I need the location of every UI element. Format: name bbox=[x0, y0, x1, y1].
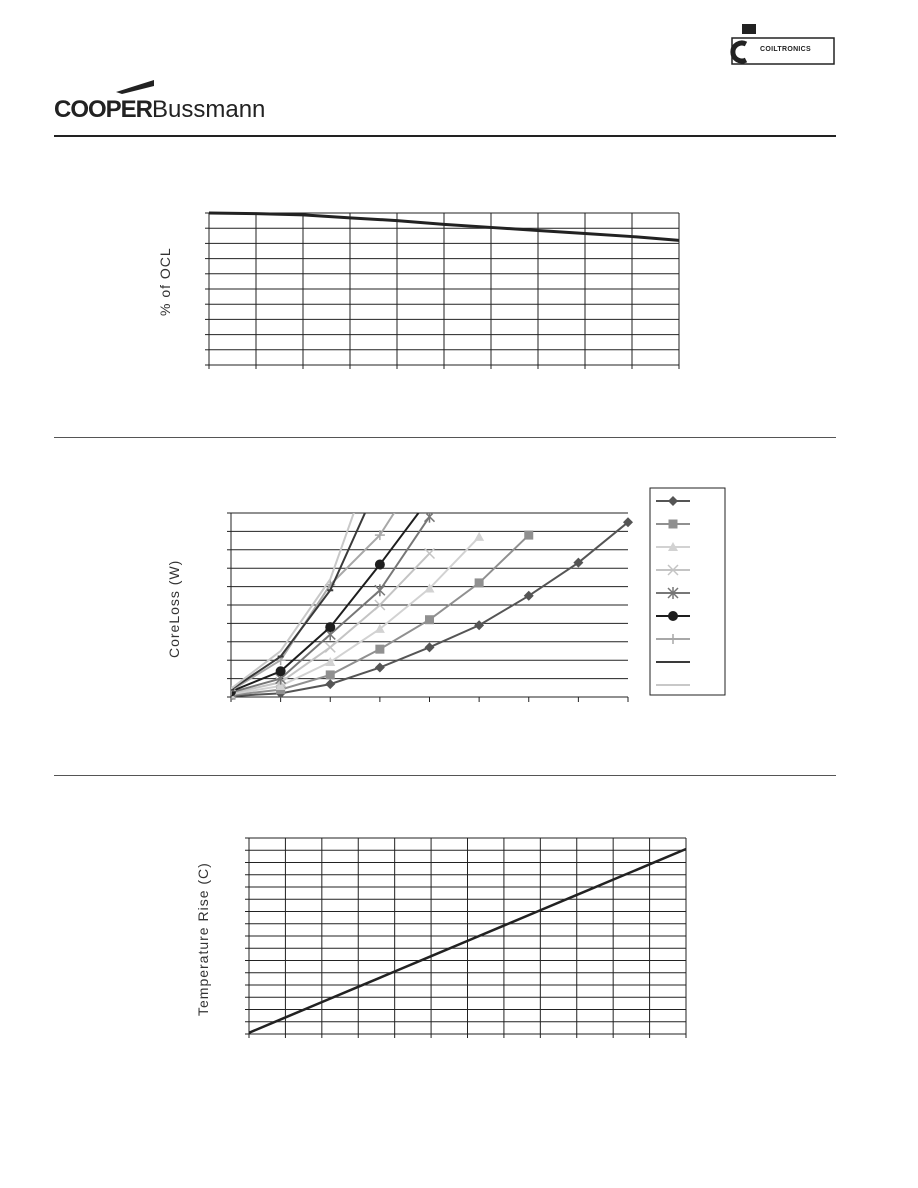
chart3-plot-area bbox=[245, 838, 686, 1038]
chart1-ylabel: % of OCL bbox=[157, 247, 173, 316]
chart2-ylabel: CoreLoss (W) bbox=[166, 559, 182, 658]
brand-name-bold: COOPER bbox=[54, 96, 153, 123]
chart3-ylabel: Temperature Rise (C) bbox=[195, 862, 211, 1016]
brand-name-regular: Bussmann bbox=[152, 96, 266, 123]
badge-text: COILTRONICS bbox=[760, 46, 812, 53]
